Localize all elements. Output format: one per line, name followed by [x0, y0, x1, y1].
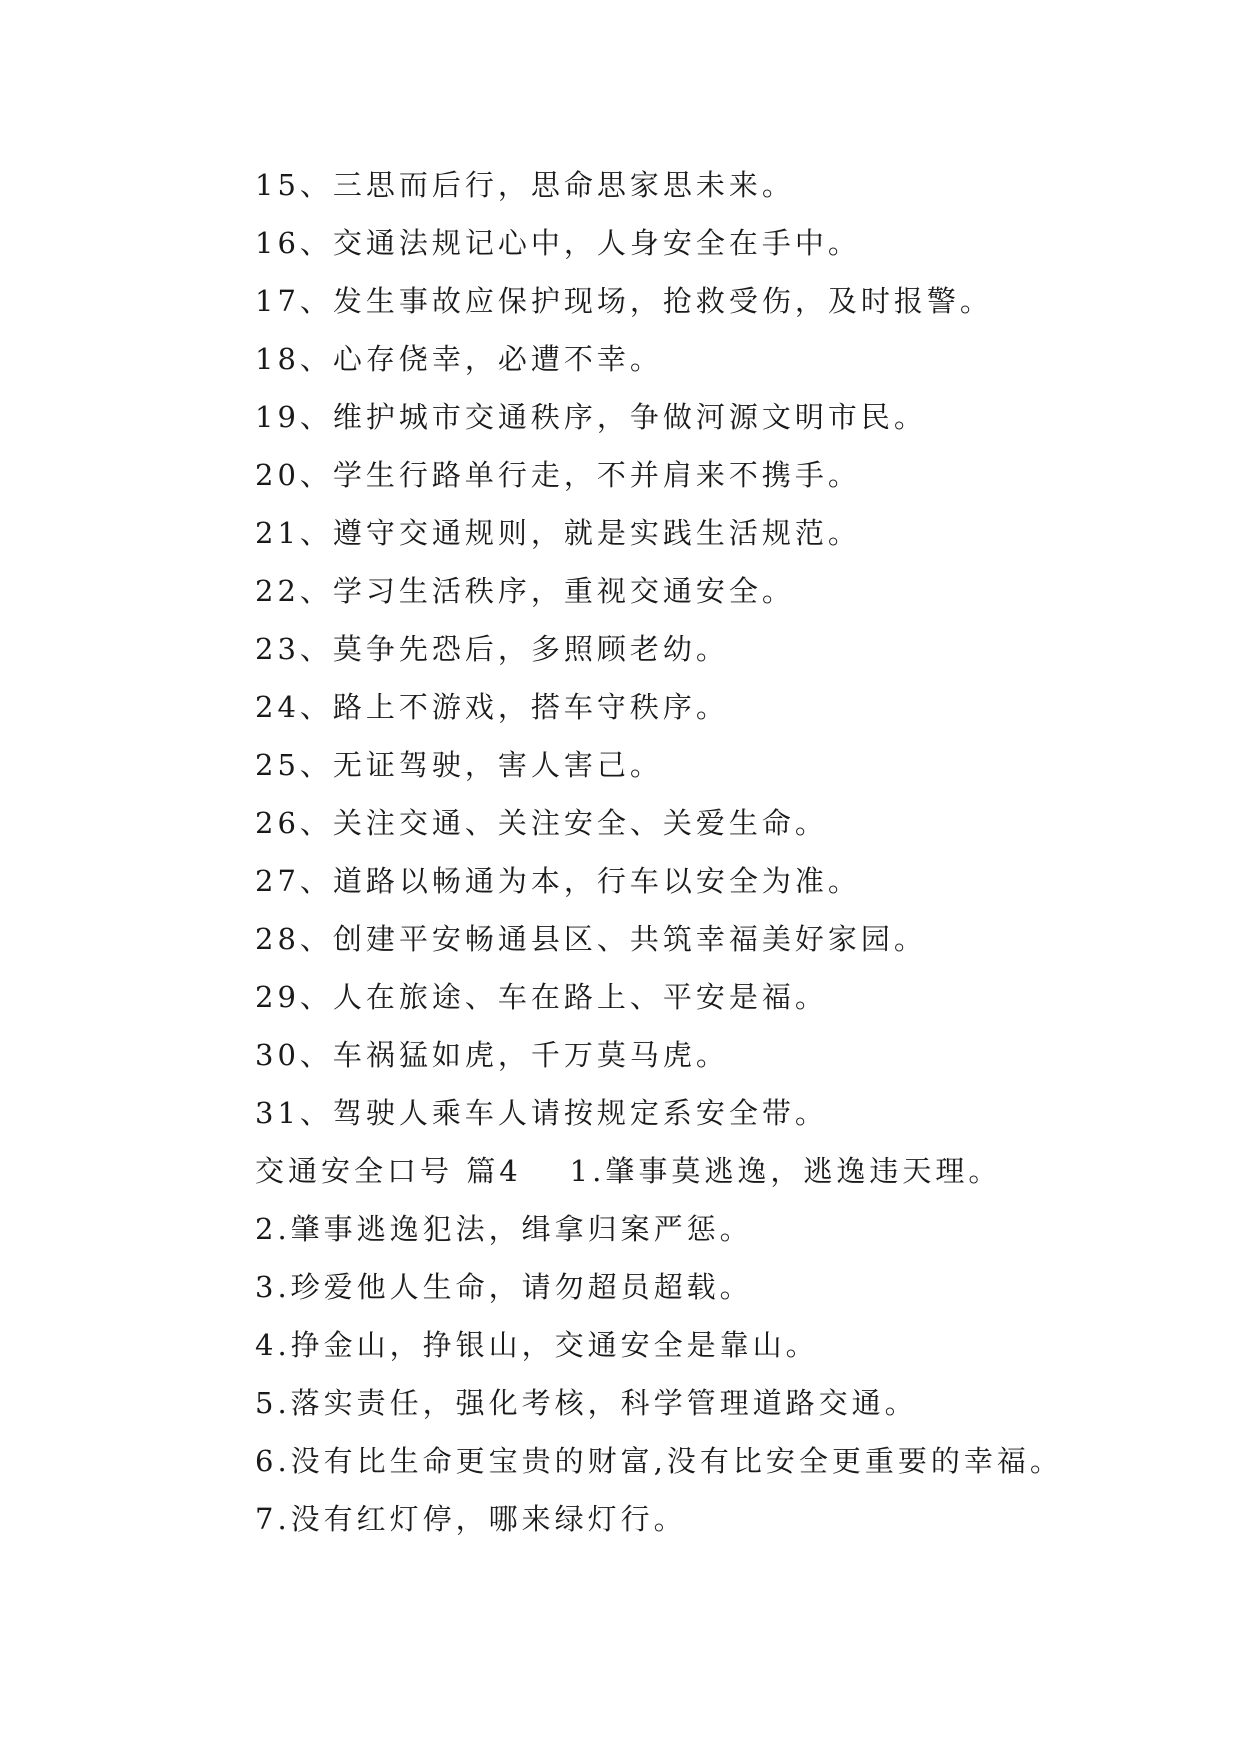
document-body	[255, 156, 1155, 1548]
slogan-line: 23、莫争先恐后，多照顾老幼。	[255, 632, 729, 666]
slogan-line: 30、车祸猛如虎，千万莫马虎。	[255, 1038, 729, 1072]
slogan-item: 5.落实责任，强化考核，科学管理道路交通。	[255, 1386, 918, 1420]
slogan-item: 2.肇事逃逸犯法，缉拿归案严惩。	[255, 1212, 753, 1246]
slogan-line: 16、交通法规记心中，人身安全在手中。	[255, 226, 861, 260]
slogan-item: 4.挣金山，挣银山，交通安全是靠山。	[255, 1328, 819, 1362]
slogan-line: 18、心存侥幸，必遭不幸。	[255, 342, 663, 376]
slogan-item: 6.没有比生命更宝贵的财富,没有比安全更重要的幸福。	[255, 1444, 1063, 1478]
slogan-line: 20、学生行路单行走，不并肩来不携手。	[255, 458, 861, 492]
slogan-line: 22、学习生活秩序，重视交通安全。	[255, 574, 795, 608]
slogan-line: 26、关注交通、关注安全、关爱生命。	[255, 806, 828, 840]
slogan-line: 21、遵守交通规则，就是实践生活规范。	[255, 516, 861, 550]
section-heading: 交通安全口号 篇4	[255, 1154, 522, 1188]
slogan-line: 25、无证驾驶，害人害己。	[255, 748, 663, 782]
slogan-line: 28、创建平安畅通县区、共筑幸福美好家园。	[255, 922, 927, 956]
slogan-line: 17、发生事故应保护现场，抢救受伤，及时报警。	[255, 284, 993, 318]
section-heading-line	[255, 1142, 1155, 1200]
slogan-line: 15、三思而后行，思命思家思未来。	[255, 168, 795, 202]
slogan-line: 27、道路以畅通为本，行车以安全为准。	[255, 864, 861, 898]
slogan-line: 24、路上不游戏，搭车守秩序。	[255, 690, 729, 724]
slogan-item: 3.珍爱他人生命，请勿超员超载。	[255, 1270, 753, 1304]
slogan-item: 1.肇事莫逃逸，逃逸违天理。	[569, 1154, 1002, 1188]
slogan-line: 19、维护城市交通秩序，争做河源文明市民。	[255, 400, 927, 434]
slogan-line: 29、人在旅途、车在路上、平安是福。	[255, 980, 828, 1014]
slogan-item: 7.没有红灯停，哪来绿灯行。	[255, 1502, 687, 1536]
slogan-line: 31、驾驶人乘车人请按规定系安全带。	[255, 1096, 828, 1130]
